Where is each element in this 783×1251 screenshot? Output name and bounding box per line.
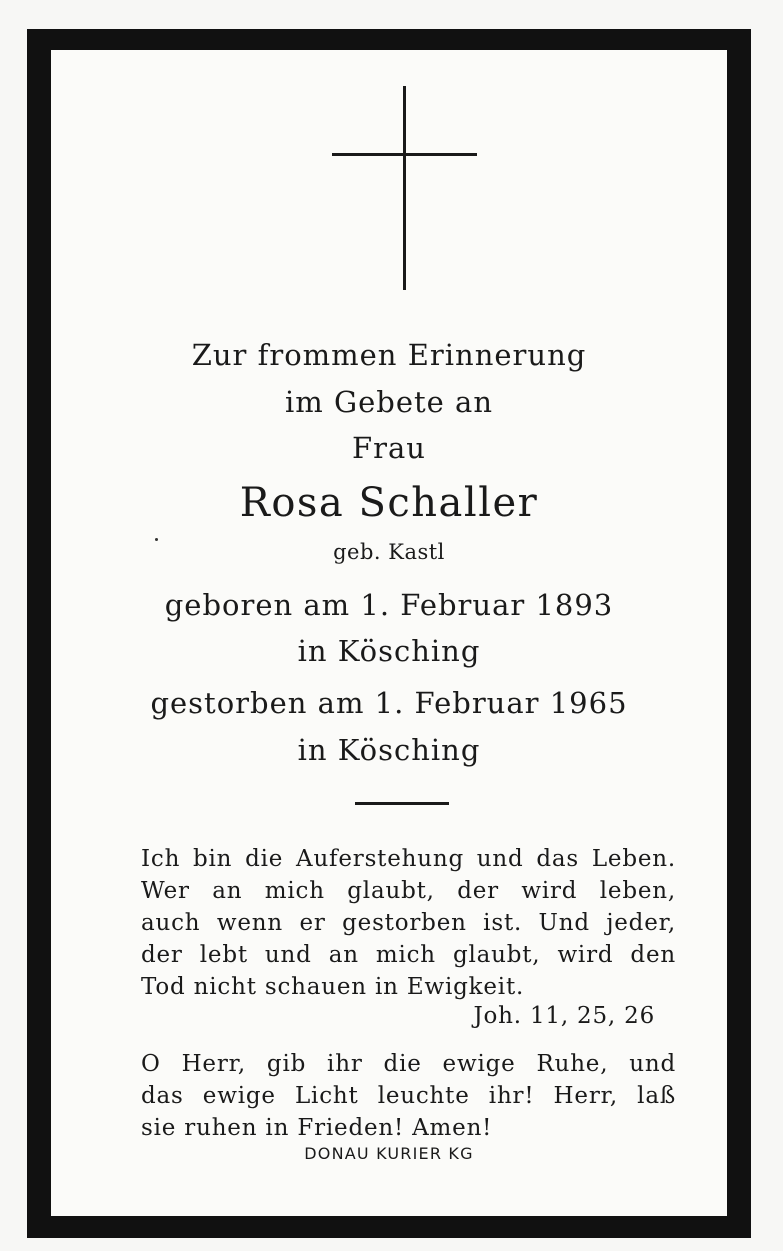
- cross-icon: [403, 86, 406, 290]
- death-date: gestorben am 1. Februar 1965: [150, 686, 628, 720]
- prayer-line: O Herr, gib ihr die ewige Ruhe, und: [141, 1051, 676, 1077]
- publisher-imprint: DONAU KURIER KG: [304, 1144, 474, 1163]
- death-place: in Kösching: [297, 733, 481, 767]
- mourning-card-border: [27, 29, 751, 1238]
- memorial-heading-line1: Zur frommen Erinnerung: [191, 338, 587, 372]
- bible-verse: [141, 843, 676, 1003]
- prayer-line: das ewige Licht leuchte ihr! Herr, laß: [141, 1083, 676, 1109]
- cross-icon-bar: [332, 153, 477, 156]
- memorial-heading-line2: im Gebete an: [284, 385, 494, 419]
- deceased-name: Rosa Schaller: [239, 480, 539, 526]
- prayer: [141, 1048, 676, 1144]
- verse-line: Wer an mich glaubt, der wird leben,: [141, 878, 676, 904]
- verse-line: auch wenn er gestorben ist. Und jeder,: [141, 910, 676, 936]
- verse-line: Tod nicht schauen in Ewigkeit.: [141, 974, 525, 1000]
- verse-reference: Joh. 11, 25, 26: [473, 1003, 655, 1029]
- birth-date: geboren am 1. Februar 1893: [164, 588, 614, 622]
- birth-place: in Kösching: [297, 634, 481, 668]
- maiden-name: geb. Kastl: [333, 540, 445, 564]
- memorial-heading-line3: Frau: [352, 431, 426, 465]
- verse-line: der lebt und an mich glaubt, wird den: [141, 942, 676, 968]
- mourning-card: [51, 50, 727, 1216]
- verse-line: Ich bin die Auferstehung und das Leben.: [141, 846, 676, 872]
- prayer-line: sie ruhen in Frieden! Amen!: [141, 1115, 493, 1141]
- divider-line: [355, 802, 449, 805]
- print-speck: [155, 538, 158, 541]
